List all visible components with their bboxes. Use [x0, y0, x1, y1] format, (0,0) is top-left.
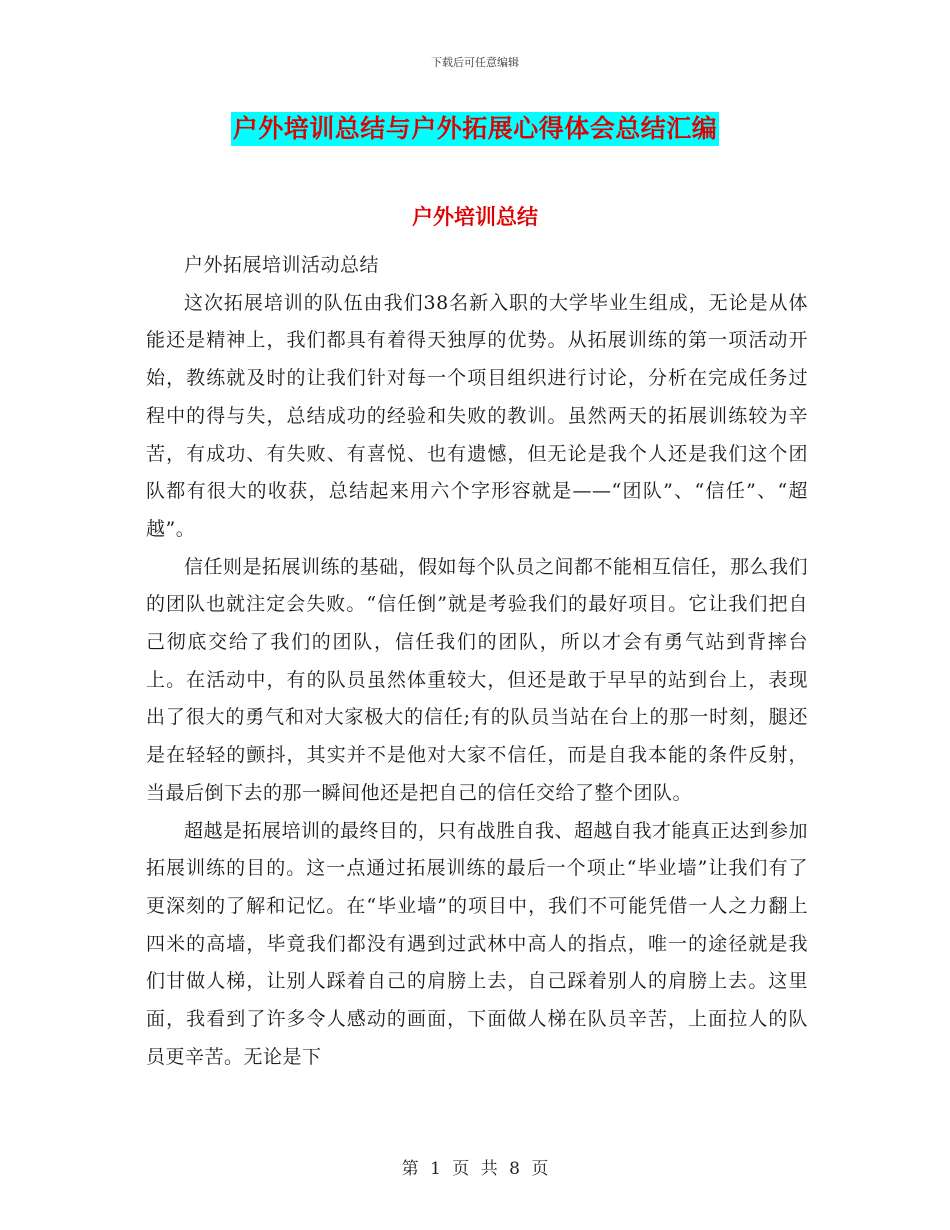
body-paragraph-1: 这次拓展培训的队伍由我们38名新入职的大学毕业生组成，无论是从体能还是精神上，我们都具有着得天独厚的优势。从拓展训练的第一项活动开始，教练就及时的让我们针对每一个项目组织进行讨论，分析在完成任务过程中的得与失，总结成功的经验和失败的教训。虽然两天的拓展训练较为辛苦，有成功、有失败、有喜悦、也有遗憾，但无论是我个人还是我们这个团队都有很大的收获，总结起来用六个字形容就是——“团队”、“信任”、“超越”。 [146, 291, 808, 540]
document-title-text: 户外培训总结与户外拓展心得体会总结汇编 [231, 112, 720, 146]
body-paragraph-2: 信任则是拓展训练的基础，假如每个队员之间都不能相互信任，那么我们的团队也就注定会失败。“信任倒”就是考验我们的最好项目。它让我们把自己彻底交给了我们的团队，信任我们的团队，所以才会有勇气站到背摔台上。在活动中，有的队员虽然体重较大，但还是敢于早早的站到台上，表现出了很大的勇气和对大家极大的信任;有的队员当站在台上的那一时刻，腿还是在轻轻的颤抖，其实并不是他对大家不信任，而是自我本能的条件反射，当最后倒下去的那一瞬间他还是把自己的信任交给了整个团队。 [146, 555, 809, 804]
section-title: 户外培训总结 [412, 204, 538, 229]
body-paragraph-subtitle: 户外拓展培训活动总结 [184, 254, 380, 276]
page-header-note: 下载后可任意编辑 [431, 56, 519, 69]
document-title [0, 112, 950, 146]
page-number-footer: 第 1 页 共 8 页 [401, 1159, 549, 1179]
body-paragraph-3: 超越是拓展培训的最终目的，只有战胜自我、超越自我才能真正达到参加拓展训练的目的。这一点通过拓展训练的最后一个项止“毕业墙”让我们有了更深刻的了解和记忆。在“毕业墙”的项目中，我们不可能凭借一人之力翻上四米的高墙，毕竟我们都没有遇到过武林中高人的指点，唯一的途径就是我们甘做人梯，让别人踩着自己的肩膀上去，自己踩着别人的肩膀上去。这里面，我看到了许多令人感动的画面，下面做人梯在队员辛苦，上面拉人的队员更辛苦。无论是下 [146, 819, 809, 1068]
document-body [146, 247, 808, 1076]
